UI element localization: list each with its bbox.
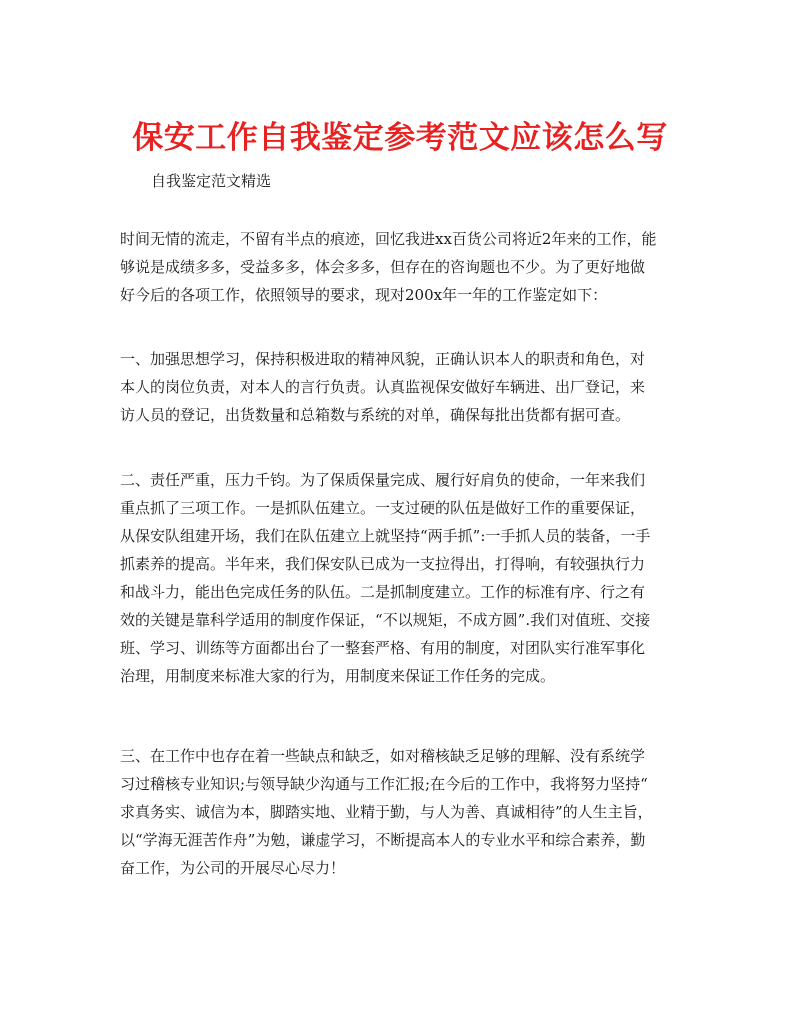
paragraph-line: 习过稽核专业知识;与领导缺少沟通与工作汇报;在今后的工作中，我将努力坚持“ [120,775,648,793]
paragraph-line: 三、在工作中也存在着一些缺点和缺乏，如对稽核缺乏足够的理解、没有系统学 [120,747,646,765]
paragraph-line: 访人员的登记，出货数量和总箱数与系统的对单，确保每批出货都有据可查。 [120,406,631,424]
paragraph-line: 求真务实、诚信为本，脚踏实地、业精于勤，与人为善、真诚相待”的人生主旨， [120,803,653,821]
paragraph-line: 本人的岗位负责，对本人的言行负责。认真监视保安做好车辆进、出厂登记，来 [120,378,646,396]
paragraph-line: 二、责任严重，压力千钧。为了保质保量完成、履行好肩负的使命，一年来我们 [120,471,646,489]
paragraph-line: 时间无情的流走，不留有半点的痕迹，回忆我进xx百货公司将近2年来的工作，能 [120,230,657,248]
paragraph-line: 重点抓了三项工作。一是抓队伍建立。一支过硬的队伍是做好工作的重要保证， [120,499,646,517]
paragraph-line: 以“学海无涯苦作舟”为勉，谦虚学习，不断提高本人的专业水平和综合素养，勤 [120,831,646,849]
paragraph-line: 从保安队组建开场，我们在队伍建立上就坚持“两手抓”:一手抓人员的装备，一手 [120,527,651,545]
page-title: 保安工作自我鉴定参考范文应该怎么写 [132,120,668,156]
paragraph-section-1 [120,345,690,429]
paragraph-section-3 [120,742,690,882]
paragraph-line: 奋工作，为公司的开展尽心尽力！ [120,859,346,877]
paragraph-intro [120,225,690,309]
paragraph-line: 和战斗力，能出色完成任务的队伍。二是抓制度建立。工作的标准有序、行之有 [120,583,646,601]
paragraph-line: 一、加强思想学习，保持积极进取的精神风貌，正确认识本人的职责和角色，对 [120,350,646,368]
paragraph-line: 好今后的各项工作，依照领导的要求，现对200x年一年的工作鉴定如下： [120,286,608,304]
page-subtitle: 自我鉴定范文精选 [151,172,272,190]
paragraph-line: 效的关键是靠科学适用的制度作保证，“不以规矩，不成方圆”.我们对值班、交接 [120,611,651,629]
paragraph-line: 治理，用制度来标准大家的行为，用制度来保证工作任务的完成。 [120,667,556,685]
paragraph-line: 班、学习、训练等方面都出台了一整套严格、有用的制度，对团队实行准军事化 [120,639,646,657]
paragraph-line: 抓素养的提高。半年来，我们保安队已成为一支拉得出，打得响，有较强执行力 [120,555,646,573]
paragraph-section-2 [120,466,690,690]
paragraph-line: 够说是成绩多多，受益多多，体会多多，但存在的咨询题也不少。为了更好地做 [120,258,646,276]
